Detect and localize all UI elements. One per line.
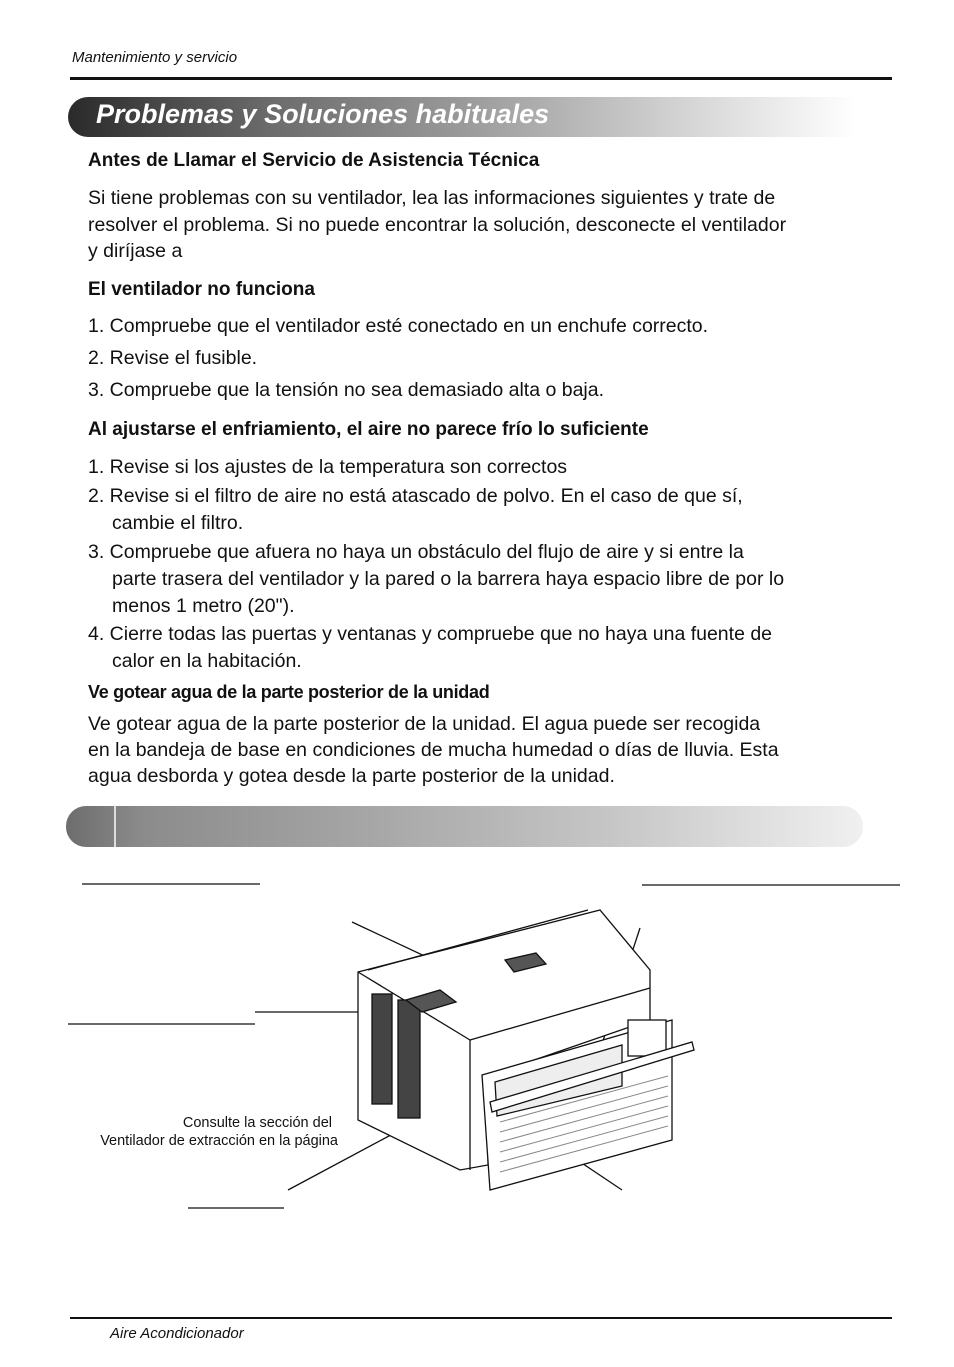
list-item-cont: parte trasera del ventilador y la pared o la barrera haya espacio libre de por lo (112, 568, 785, 590)
intro-line: Si tiene problemas con su ventilador, lea las informaciones siguientes y trate de (88, 187, 776, 209)
section-heading: El ventilador no funciona (88, 279, 315, 300)
page-title: Problemas y Soluciones habituales (96, 99, 550, 129)
footer-title: Aire Acondicionador (110, 1325, 244, 1342)
air-conditioner-diagram (0, 850, 954, 1220)
list-item: 3. Compruebe que afuera no haya un obstáculo del flujo de aire y si entre la (88, 541, 744, 563)
section-heading: Al ajustarse el enfriamiento, el aire no parece frío lo suficiente (88, 419, 649, 440)
side-vent (372, 994, 392, 1104)
diagram-note: Ventilador de extracción en la página (100, 1133, 338, 1149)
section-header: Mantenimiento y servicio (72, 49, 238, 66)
list-item-cont: menos 1 metro (20"). (112, 595, 295, 617)
list-item-cont: cambie el filtro. (112, 512, 244, 534)
intro-line: resolver el problema. Si no puede encontrar la solución, desconecte el ventilador (88, 214, 787, 236)
diagram-note: Consulte la sección del (182, 1115, 332, 1131)
list-item: 2. Revise el fusible. (88, 347, 258, 369)
intro-line: y diríjase a (88, 240, 183, 262)
intro-heading: Antes de Llamar el Servicio de Asistencia Técnica (88, 150, 540, 171)
list-item: 4. Cierre todas las puertas y ventanas y compruebe que no haya una fuente de (88, 623, 773, 645)
para-line: agua desborda y gotea desde la parte posterior de la unidad. (88, 765, 615, 787)
header-rule (70, 77, 892, 80)
para-line: Ve gotear agua de la parte posterior de la unidad. El agua puede ser recogida (88, 713, 761, 735)
section-heading: Ve gotear agua de la parte posterior de la unidad (88, 682, 490, 702)
list-item: 3. Compruebe que la tensión no sea demasiado alta o baja. (88, 379, 605, 401)
list-item-cont: calor en la habitación. (112, 650, 302, 672)
list-item: 2. Revise si el filtro de aire no está atascado de polvo. En el caso de que sí, (88, 485, 743, 507)
list-item: 1. Compruebe que el ventilador esté conectado en un enchufe correcto. (88, 315, 709, 337)
para-line: en la bandeja de base en condiciones de mucha humedad o días de lluvia. Esta (88, 739, 779, 761)
footer-rule (70, 1317, 892, 1319)
control-panel (628, 1020, 666, 1056)
side-vent (398, 1000, 420, 1118)
section-banner (66, 806, 863, 847)
list-item: 1. Revise si los ajustes de la temperatura son correctos (88, 456, 568, 478)
